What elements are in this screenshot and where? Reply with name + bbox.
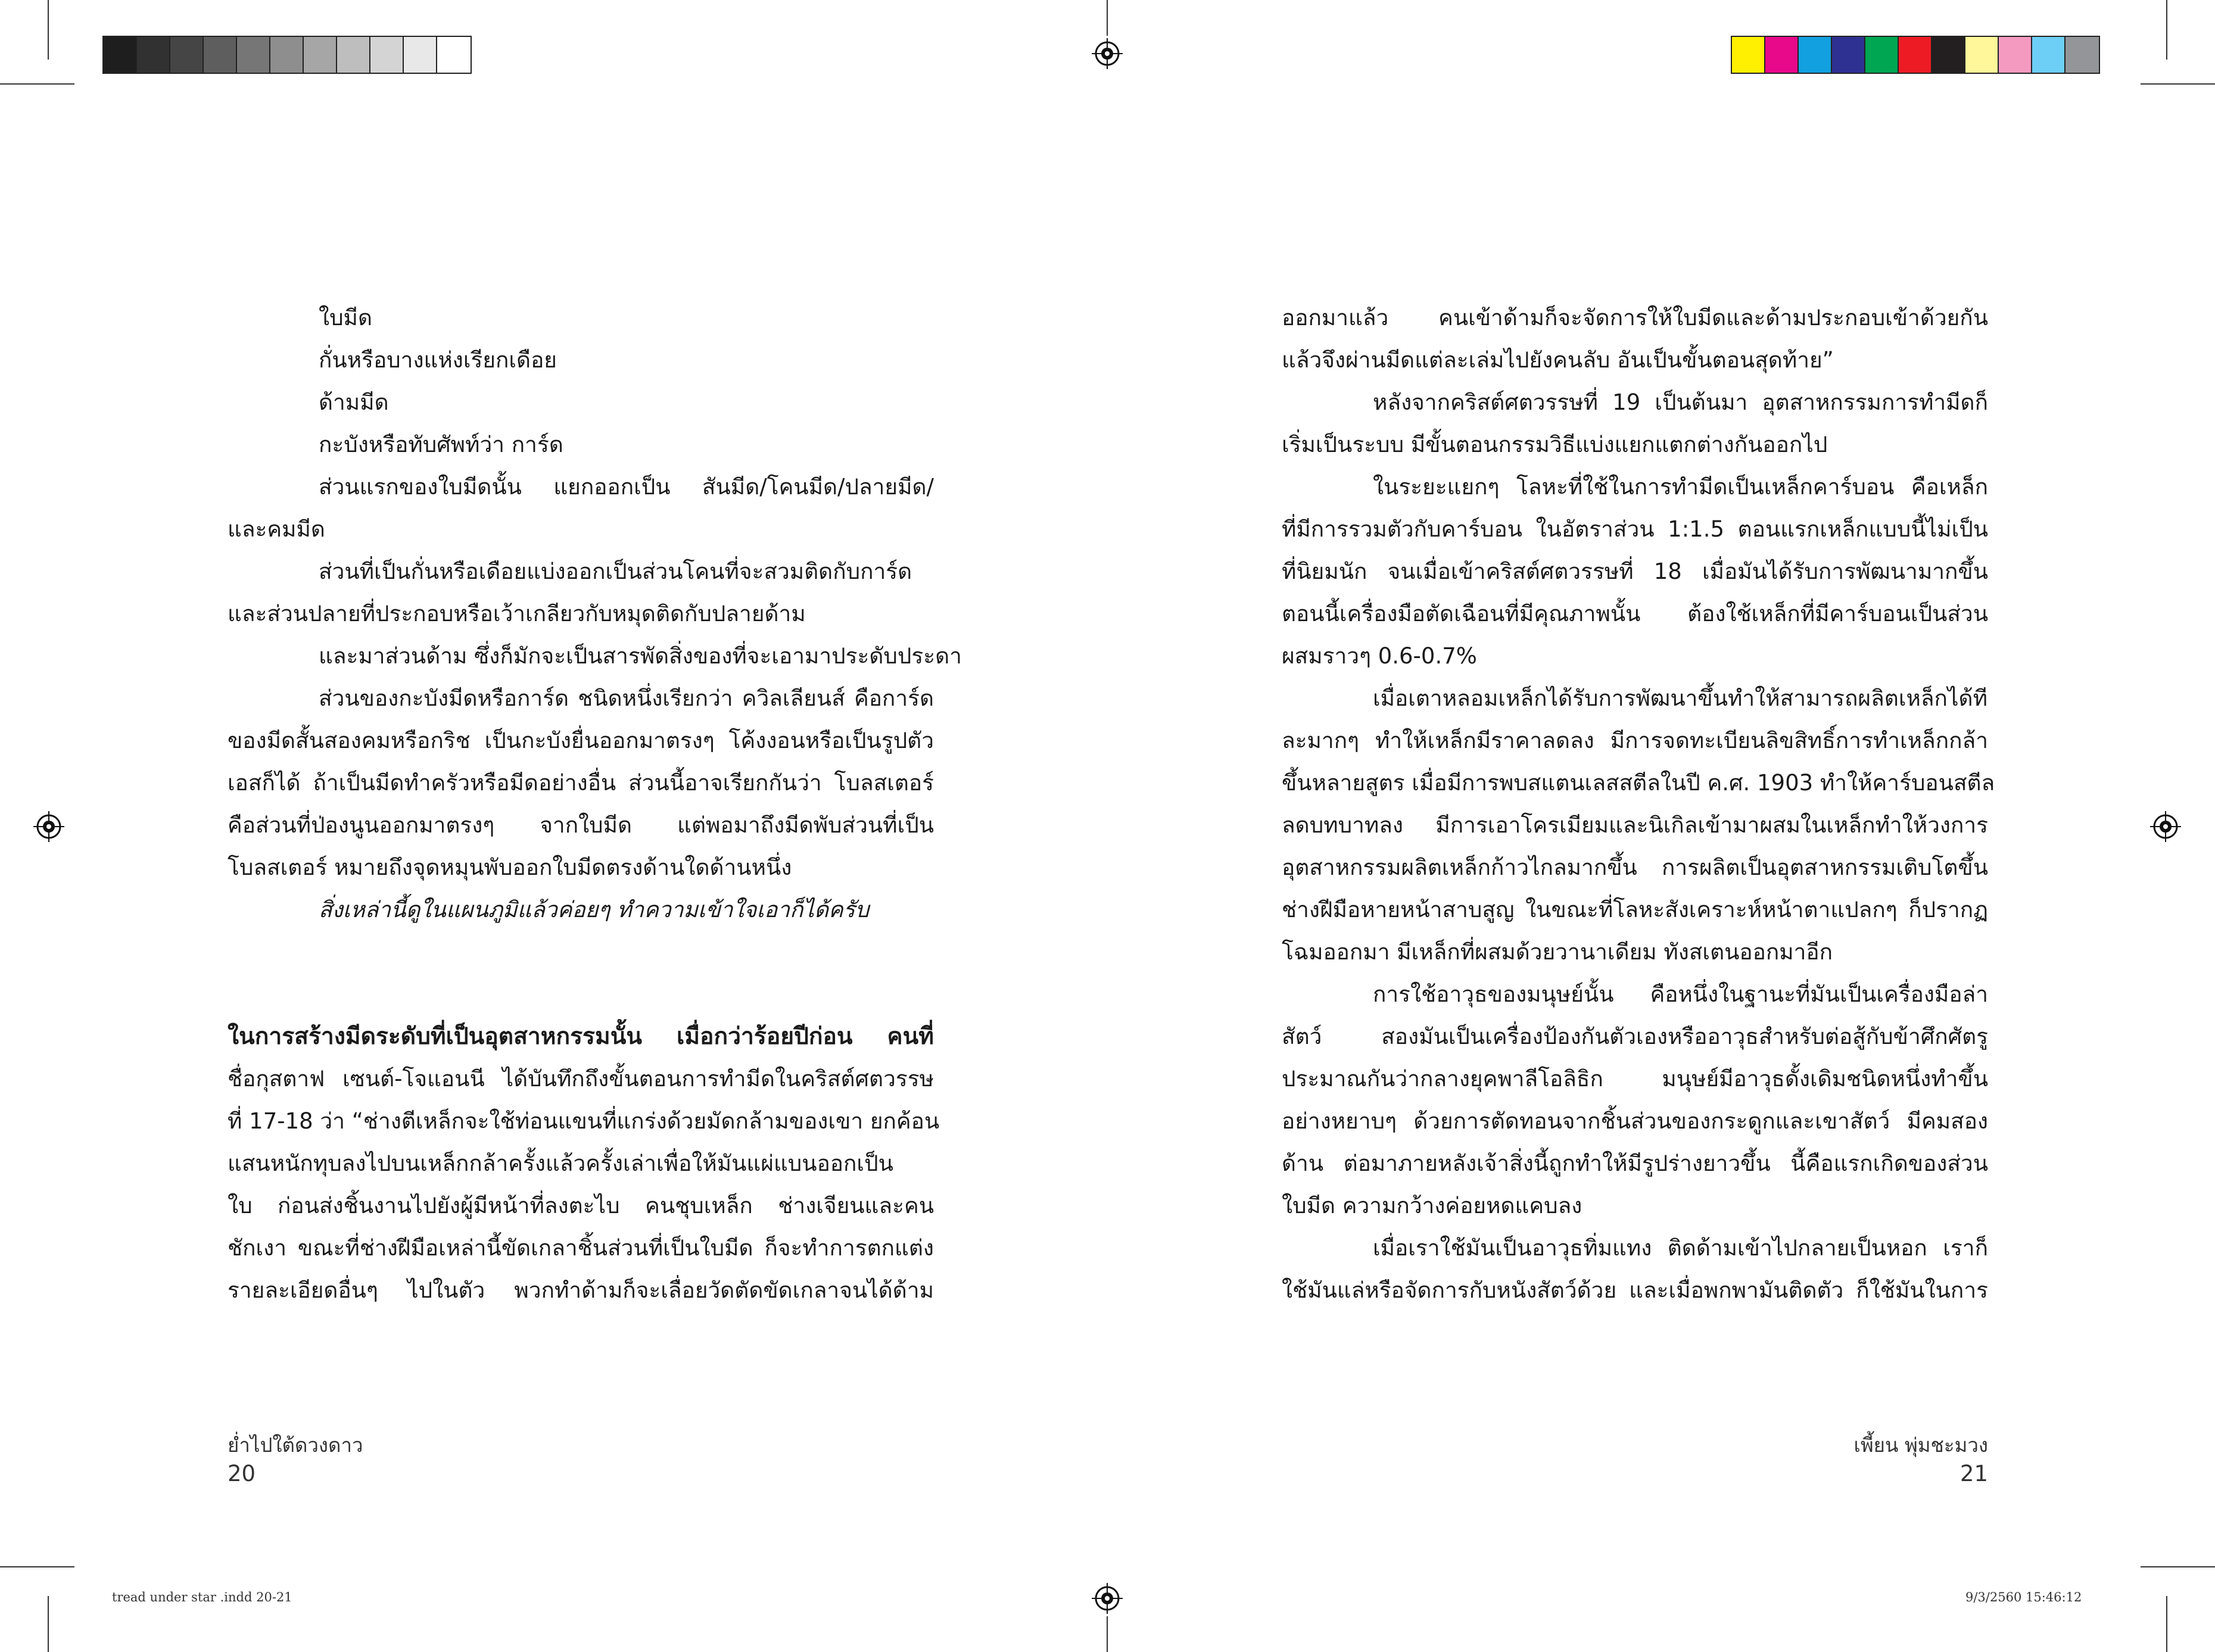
color-swatch bbox=[270, 37, 304, 73]
paragraph: ตอนนี้เครื่องมือตัดเฉือนที่มีคุณภาพนั้น ต้องใช้เหล็กที่มีคาร์บอนเป็นส่วน bbox=[1282, 601, 1988, 626]
paragraph: สัตว์ สองมันเป็นเครื่องป้องกันตัวเองหรืออาวุธสำหรับต่อสู้กับข้าศึกศัตรู bbox=[1282, 1024, 1988, 1049]
paragraph: ใบมีด bbox=[319, 305, 372, 331]
paragraph: ชื่อกุสตาฟ เซนต์-โจแอนนี ได้บันทึกถึงขั้นตอนการทำมีดในคริสต์ศตวรรษ bbox=[228, 1066, 934, 1092]
paragraph: ออกมาแล้ว คนเข้าด้ามก็จะจัดการให้ใบมีดและด้ามประกอบเข้าด้วยกัน bbox=[1282, 305, 1988, 331]
paragraph: ผสมราวๆ 0.6-0.7% bbox=[1282, 643, 1477, 669]
paragraph: ที่ 17-18 ว่า “ช่างตีเหล็กจะใช้ท่อนแขนที่แกร่งด้วยมัดกล้ามของเขา ยกค้อน bbox=[228, 1108, 940, 1134]
registration-mark-icon bbox=[33, 811, 64, 842]
color-swatch bbox=[437, 37, 471, 73]
crop-mark bbox=[0, 83, 74, 85]
paragraph: ส่วนแรกของใบมีดนั้น แยกออกเป็น สันมีด/โคนมีด/ปลายมีด/ bbox=[319, 474, 934, 500]
paragraph: เมื่อเตาหลอมเหล็กได้รับการพัฒนาขึ้นทำให้สามารถผลิตเหล็กได้ที bbox=[1373, 685, 1987, 711]
book-title: ย่ำไปใต้ดวงดาว bbox=[228, 1433, 363, 1457]
paragraph: อย่างหยาบๆ ด้วยการตัดทอนจากชิ้นส่วนของกระดูกและเขาสัตว์ มีคมสอง bbox=[1282, 1108, 1988, 1134]
registration-mark-icon bbox=[1092, 1583, 1123, 1614]
author-name: เพี้ยน พุ่มชะมวง bbox=[1853, 1433, 1988, 1457]
color-swatch bbox=[1932, 37, 1965, 73]
crop-mark bbox=[2166, 0, 2167, 60]
page-number: 21 bbox=[1959, 1461, 1988, 1486]
crop-mark bbox=[2141, 1566, 2215, 1567]
color-swatch bbox=[237, 37, 270, 73]
color-swatch bbox=[1732, 37, 1765, 73]
right-footer bbox=[1787, 1431, 1988, 1488]
registration-mark-icon bbox=[1092, 38, 1123, 69]
color-swatch bbox=[1832, 37, 1865, 73]
color-swatch bbox=[1865, 37, 1899, 73]
crop-mark bbox=[2141, 83, 2215, 85]
paragraph: โบลสเตอร์ หมายถึงจุดหมุนพับออกใบมีดตรงด้านใดด้านหนึ่ง bbox=[228, 855, 792, 880]
right-page-text bbox=[1282, 297, 1995, 1311]
paragraph: และมาส่วนด้าม ซึ่งก็มักจะเป็นสารพัดสิ่งของที่จะเอามาประดับประดา bbox=[319, 643, 962, 669]
paragraph: เริ่มเป็นระบบ มีขั้นตอนกรรมวิธีแบ่งแยกแตกต่างกันออกไป bbox=[1282, 432, 1828, 457]
paragraph: ที่นิยมนัก จนเมื่อเข้าคริสต์ศตวรรษที่ 18 เมื่อมันได้รับการพัฒนามากขึ้น bbox=[1282, 559, 1988, 584]
paragraph: ลดบทบาทลง มีการเอาโครเมียมและนิเกิลเข้ามาผสมในเหล็กทำให้วงการ bbox=[1282, 812, 1988, 838]
paragraph: ด้ามมีด bbox=[319, 389, 389, 415]
paragraph: ละมากๆ ทำให้เหล็กมีราคาลดลง มีการจดทะเบียนลิขสิทธิ์การทำเหล็กกล้า bbox=[1282, 728, 1988, 753]
paragraph: กั่นหรือบางแห่งเรียกเดือย bbox=[319, 347, 557, 373]
color-swatch bbox=[370, 37, 404, 73]
paragraph: โฉมออกมา มีเหล็กที่ผสมด้วยวานาเดียม ทังสเตนออกมาอีก bbox=[1282, 939, 1833, 965]
paragraph: ส่วนของกะบังมีดหรือการ์ด ชนิดหนึ่งเรียกว่า ควิลเลียนส์ คือการ์ด bbox=[319, 685, 934, 711]
paragraph: แสนหนักทุบลงไปบนเหล็กกล้าครั้งแล้วครั้งเล่าเพื่อให้มันแผ่แบนออกเป็น bbox=[228, 1151, 893, 1176]
paragraph: ใบ ก่อนส่งชิ้นงานไปยังผู้มีหน้าที่ลงตะไบ คนชุบเหล็ก ช่างเจียนและคน bbox=[228, 1193, 934, 1218]
paragraph: รายละเอียดอื่นๆ ไปในตัว พวกทำด้ามก็จะเลื่อยวัดตัดขัดเกลาจนได้ด้าม bbox=[228, 1277, 934, 1303]
paragraph: เมื่อเราใช้มันเป็นอาวุธทิ่มแทง ติดด้ามเข้าไปกลายเป็นหอก เราก็ bbox=[1373, 1235, 1988, 1261]
paragraph: ขึ้นหลายสูตร เมื่อมีการพบสแตนเลสสตีลในปี ค.ศ. 1903 ทำให้คาร์บอนสตีล bbox=[1282, 770, 1995, 796]
color-swatch bbox=[204, 37, 237, 73]
crop-mark bbox=[1107, 0, 1108, 36]
color-swatch bbox=[1799, 37, 1832, 73]
registration-mark-icon bbox=[2150, 811, 2181, 842]
paragraph: อุตสาหกรรมผลิตเหล็กก้าวไกลมากขึ้น การผลิตเป็นอุตสาหกรรมเติบโตขึ้น bbox=[1282, 855, 1988, 880]
color-bar bbox=[1731, 36, 2100, 74]
color-swatch bbox=[2032, 37, 2066, 73]
paragraph: คือส่วนที่ป่องนูนออกมาตรงๆ จากใบมีด แต่พอมาถึงมีดพับส่วนที่เป็น bbox=[228, 812, 934, 838]
color-swatch bbox=[1965, 37, 1999, 73]
paragraph: ในระยะแยกๆ โลหะที่ใช้ในการทำมีดเป็นเหล็กคาร์บอน คือเหล็ก bbox=[1373, 474, 1988, 500]
paragraph: แล้วจึงผ่านมีดแต่ละเล่มไปยังคนลับ อันเป็นขั้นตอนสุดท้าย” bbox=[1282, 347, 1834, 373]
color-swatch bbox=[170, 37, 204, 73]
paragraph: ใบมีด ความกว้างค่อยหดแคบลง bbox=[1282, 1193, 1582, 1218]
paragraph: การใช้อาวุธของมนุษย์นั้น คือหนึ่งในฐานะที่มันเป็นเครื่องมือล่า bbox=[1373, 981, 1988, 1007]
paragraph: เอสก็ได้ ถ้าเป็นมีดทำครัวหรือมีดอย่างอื่น ส่วนนี้อาจเรียกกันว่า โบลสเตอร์ bbox=[228, 770, 934, 796]
crop-mark bbox=[2166, 1596, 2167, 1652]
color-swatch bbox=[304, 37, 337, 73]
spacer bbox=[228, 973, 934, 1015]
crop-mark bbox=[48, 1596, 49, 1652]
left-page-text bbox=[228, 297, 962, 1311]
crop-mark bbox=[48, 0, 49, 60]
paragraph: ช่างฝีมือหายหน้าสาบสูญ ในขณะที่โลหะสังเคราะห์หน้าตาแปลกๆ ก็ปรากฏ bbox=[1282, 897, 1988, 922]
color-swatch bbox=[1999, 37, 2032, 73]
color-swatch bbox=[104, 37, 137, 73]
paragraph: ส่วนที่เป็นกั่นหรือเดือยแบ่งออกเป็นส่วนโคนที่จะสวมติดกับการ์ด bbox=[319, 559, 912, 584]
italic-note: สิ่งเหล่านี้ดูในแผนภูมิแล้วค่อยๆ ทำความเข้าใจเอาก็ได้ครับ bbox=[319, 897, 870, 922]
paragraph: ประมาณกันว่ากลางยุคพาลีโอลิธิก มนุษย์มีอาวุธดั้งเดิมชนิดหนึ่งทำขึ้น bbox=[1282, 1066, 1988, 1092]
slug-timestamp: 9/3/2560 15:46:12 bbox=[1965, 1590, 2082, 1604]
paragraph: และส่วนปลายที่ประกอบหรือเว้าเกลียวกับหมุดติดกับปลายด้าม bbox=[228, 601, 806, 626]
slug-filename: tread under star .indd 20-21 bbox=[112, 1590, 292, 1604]
paragraph: ชักเงา ขณะที่ช่างฝีมือเหล่านี้ขัดเกลาชิ้นส่วนที่เป็นใบมีด ก็จะทำการตกแต่ง bbox=[228, 1235, 934, 1261]
color-swatch bbox=[404, 37, 437, 73]
color-swatch bbox=[1899, 37, 1932, 73]
paragraph: ของมีดสั้นสองคมหรือกริช เป็นกะบังยื่นออกมาตรงๆ โค้งงอนหรือเป็นรูปตัว bbox=[228, 728, 934, 753]
spacer bbox=[228, 931, 934, 973]
color-swatch bbox=[1765, 37, 1799, 73]
crop-mark bbox=[1107, 1616, 1108, 1652]
left-footer bbox=[228, 1431, 363, 1488]
color-swatch bbox=[2066, 37, 2099, 73]
color-swatch bbox=[337, 37, 370, 73]
paragraph: ด้าน ต่อมาภายหลังเจ้าสิ่งนี้ถูกทำให้มีรูปร่างยาวขึ้น นี้คือแรกเกิดของส่วน bbox=[1282, 1151, 1988, 1176]
paragraph: และคมมีด bbox=[228, 516, 325, 542]
grayscale-bar bbox=[102, 36, 472, 74]
paragraph: ใช้มันแล่หรือจัดการกับหนังสัตว์ด้วย และเมื่อพกพามันติดตัว ก็ใช้มันในการ bbox=[1282, 1277, 1988, 1303]
page-number: 20 bbox=[228, 1461, 256, 1486]
crop-mark bbox=[0, 1566, 74, 1567]
paragraph: กะบังหรือทับศัพท์ว่า การ์ด bbox=[319, 432, 563, 457]
section-lead: ในการสร้างมีดระดับที่เป็นอุตสาหกรรมนั้น เมื่อกว่าร้อยปีก่อน คนที่ bbox=[228, 1023, 934, 1050]
paragraph: ที่มีการรวมตัวกับคาร์บอน ในอัตราส่วน 1:1.5 ตอนแรกเหล็กแบบนี้ไม่เป็น bbox=[1282, 516, 1988, 542]
color-swatch bbox=[137, 37, 170, 73]
paragraph: หลังจากคริสต์ศตวรรษที่ 19 เป็นต้นมา อุตสาหกรรมการทำมีดก็ bbox=[1373, 389, 1988, 415]
